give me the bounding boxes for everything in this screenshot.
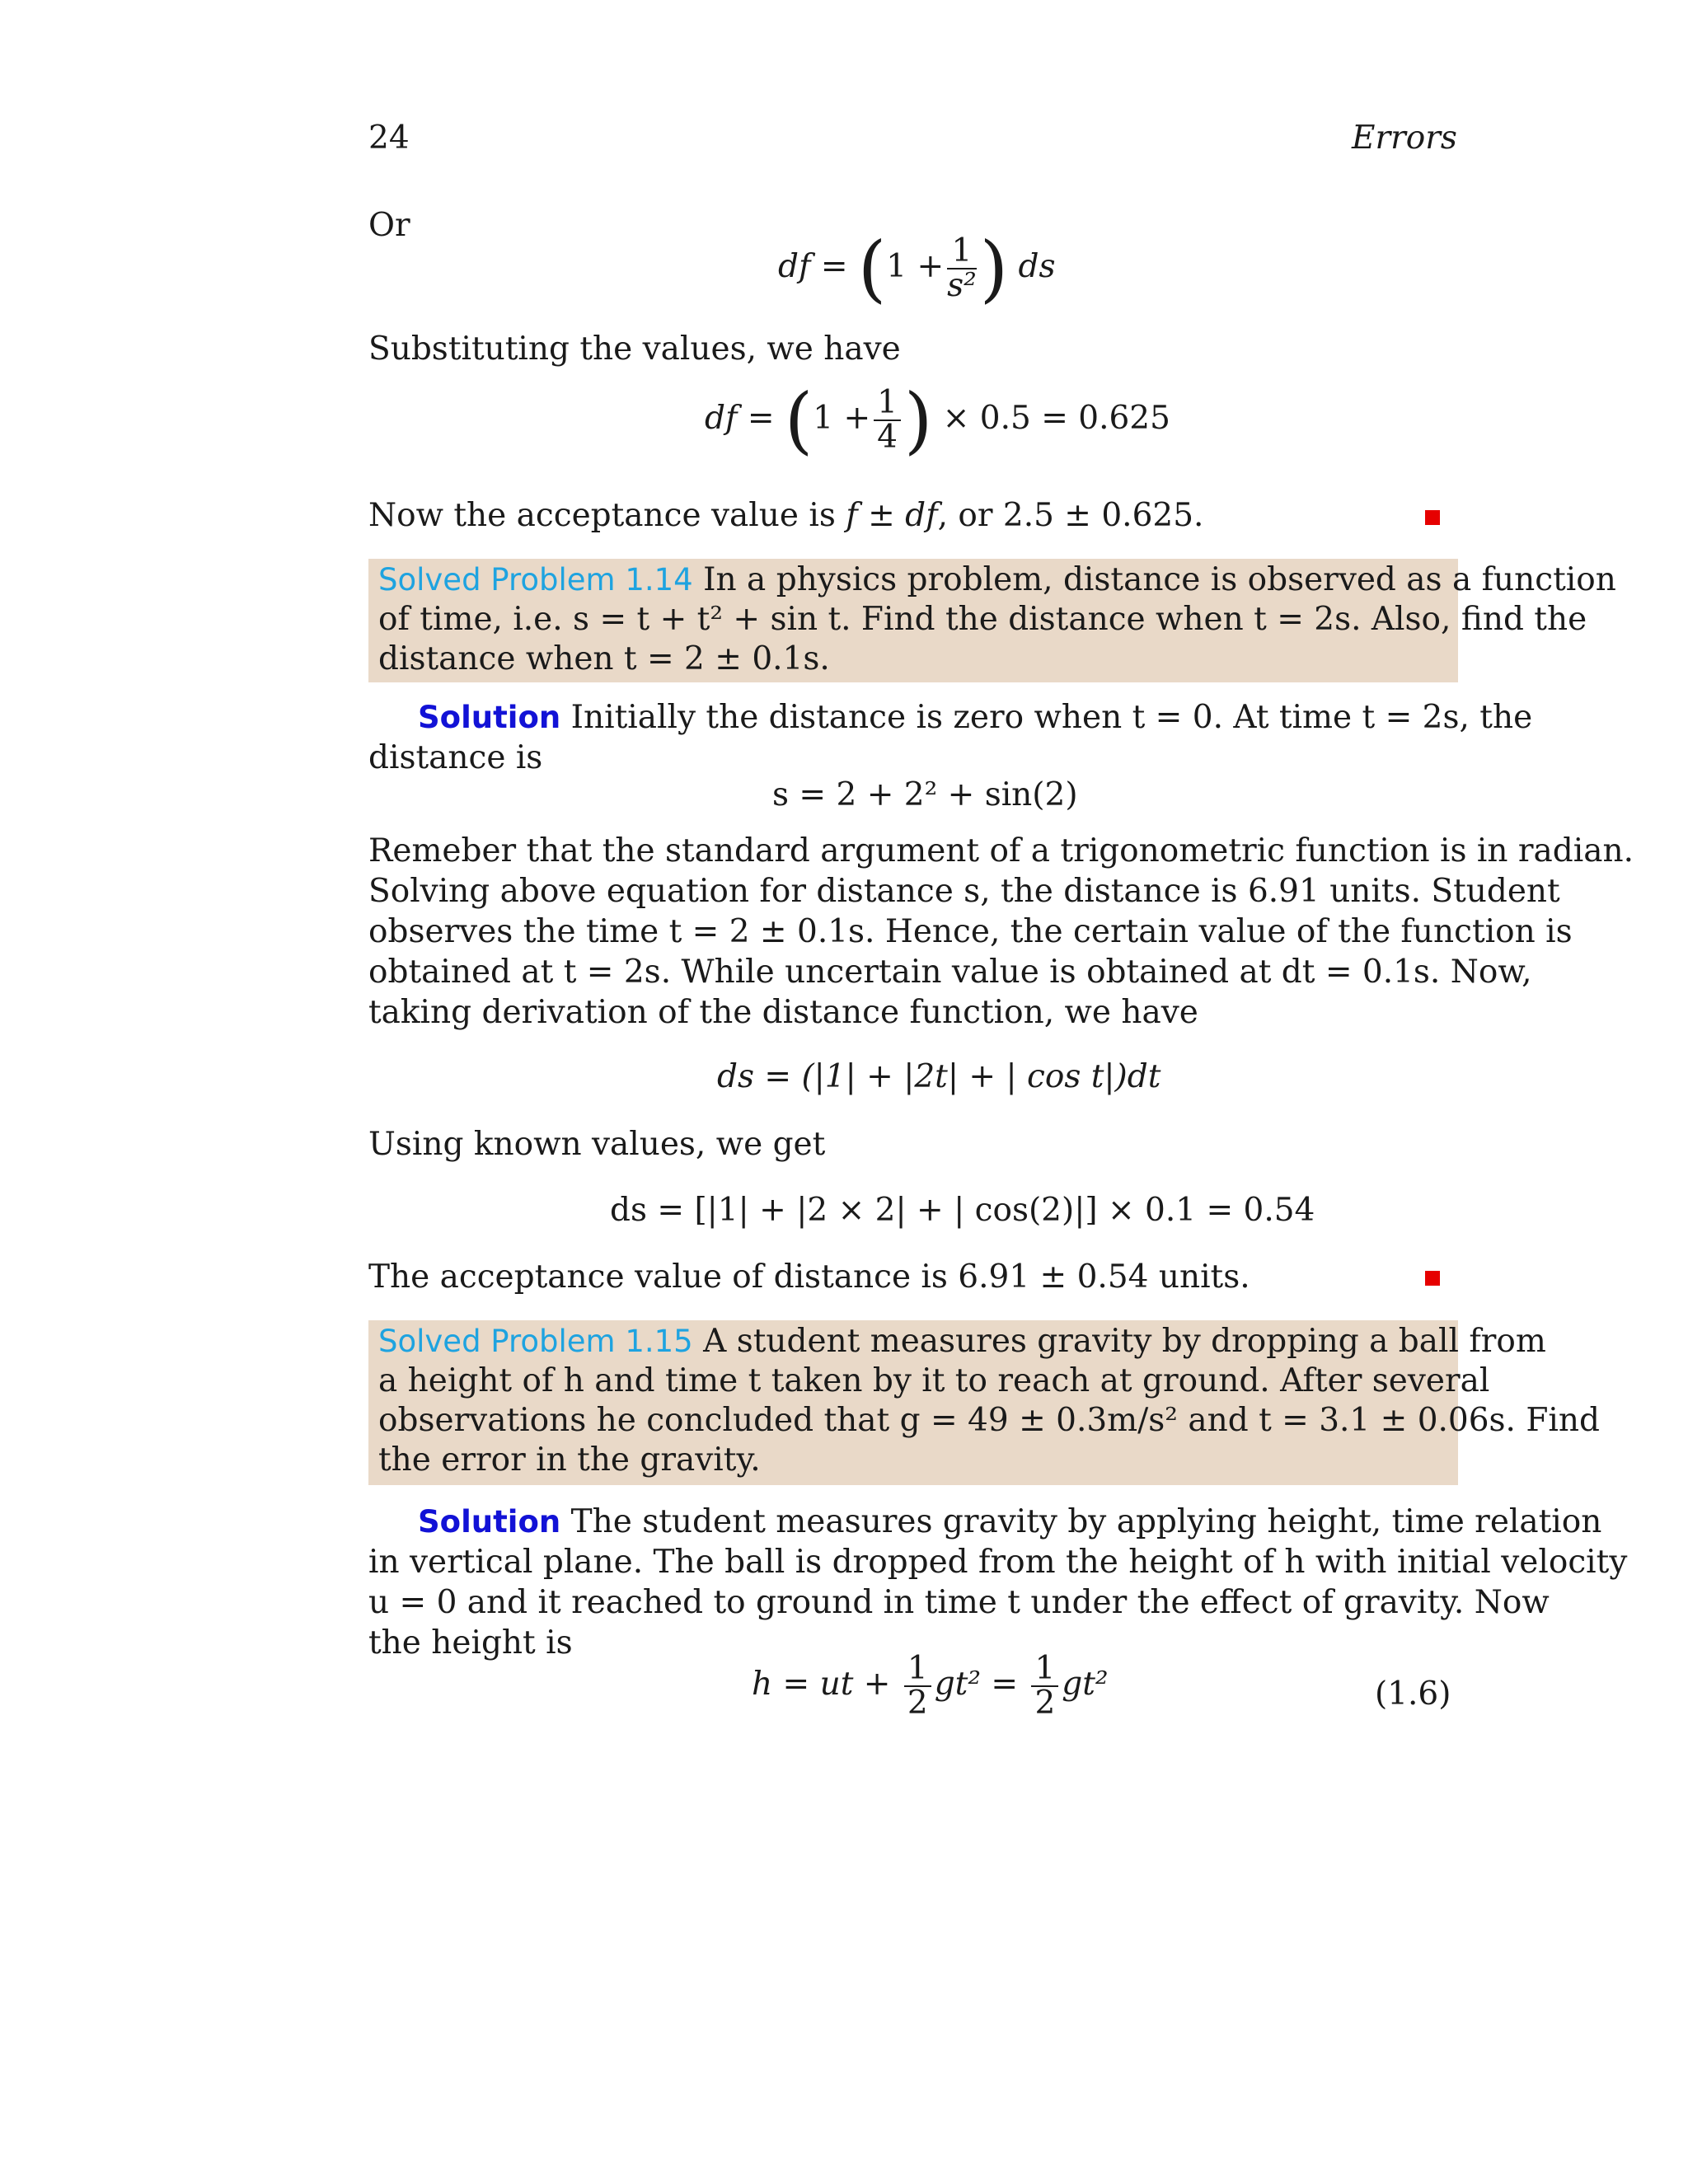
- running-title: Errors: [1352, 120, 1457, 157]
- equation-ds-value: ds = [|1| + |2 × 2| + | cos(2)|] × 0.1 = 0.54: [610, 1192, 1315, 1229]
- end-of-proof-marker: [1425, 510, 1440, 525]
- equation-s: s = 2 + 2² + sin(2): [772, 776, 1078, 813]
- problem-1-15-label: Solved Problem 1.15: [378, 1324, 693, 1359]
- problem-1-15-box: Solved Problem 1.15 A student measures gravity by dropping a ball from a height of h and time t taken by it to reach at ground. After several observations he concluded that g = 49 ± 0.3m/s² and t = 3.1 ± 0.06s. Find the error in the gravity.: [368, 1320, 1458, 1485]
- end-of-proof-marker: [1425, 1271, 1440, 1286]
- problem-1-14-box: Solved Problem 1.14 In a physics problem, distance is observed as a function of time, i.e. s = t + t² + sin t. Find the distance when t = 2s. Also, find the distance when t = 2 ± 0.1s.: [368, 559, 1458, 682]
- solution-1-14-text: Solution Initially the distance is zero when t = 0. At time t = 2s, the distance is: [368, 699, 1533, 776]
- substituting-text: Substituting the values, we have: [368, 330, 901, 368]
- equation-ds: ds = (|1| + |2t| + | cos t|)dt: [717, 1058, 1161, 1095]
- equation-df-1: df = (1 + $\frac{1}{\text{s²}}$ ) ds: [778, 226, 1056, 311]
- problem-1-14-label: Solved Problem 1.14: [378, 562, 693, 598]
- equation-number: (1.6): [1375, 1675, 1451, 1713]
- acceptance-text: Now the acceptance value is f ± df, or 2.5 ± 0.625.: [368, 497, 1204, 534]
- page-number: 24: [368, 120, 410, 157]
- solution-1-14-paragraph: Remeber that the standard argument of a trigonometric function is in radian. Solving above equation for distance s, the distance is 6.91 units. Student observes the time t = 2 ± 0.1s. Hence, the certain value of the function is obtained at t = 2s. While uncertain value is obtained at dt = 0.1s. Now, taking derivation of the distance function, we have: [368, 832, 1634, 1031]
- solution-label: Solution: [418, 700, 561, 735]
- using-known-values-text: Using known values, we get: [368, 1126, 826, 1163]
- acceptance-distance-text: The acceptance value of distance is 6.91 ± 0.54 units.: [368, 1258, 1250, 1296]
- equation-df-2: df = (1 + $\frac{1}{4}$ ) × 0.5 = 0.625: [705, 377, 1170, 462]
- solution-label: Solution: [418, 1504, 561, 1540]
- equation-h: h = ut + $\frac{1}{2}$ gt² = $\frac{1}{2}$ gt²: [752, 1650, 1109, 1722]
- or-text: Or: [368, 207, 410, 244]
- solution-1-15-text: Solution The student measures gravity by applying height, time relation in vertical plane. The ball is dropped from the height of h with initial velocity u = 0 and it reached to ground in time t under the effect of gravity. Now the height is: [368, 1503, 1628, 1661]
